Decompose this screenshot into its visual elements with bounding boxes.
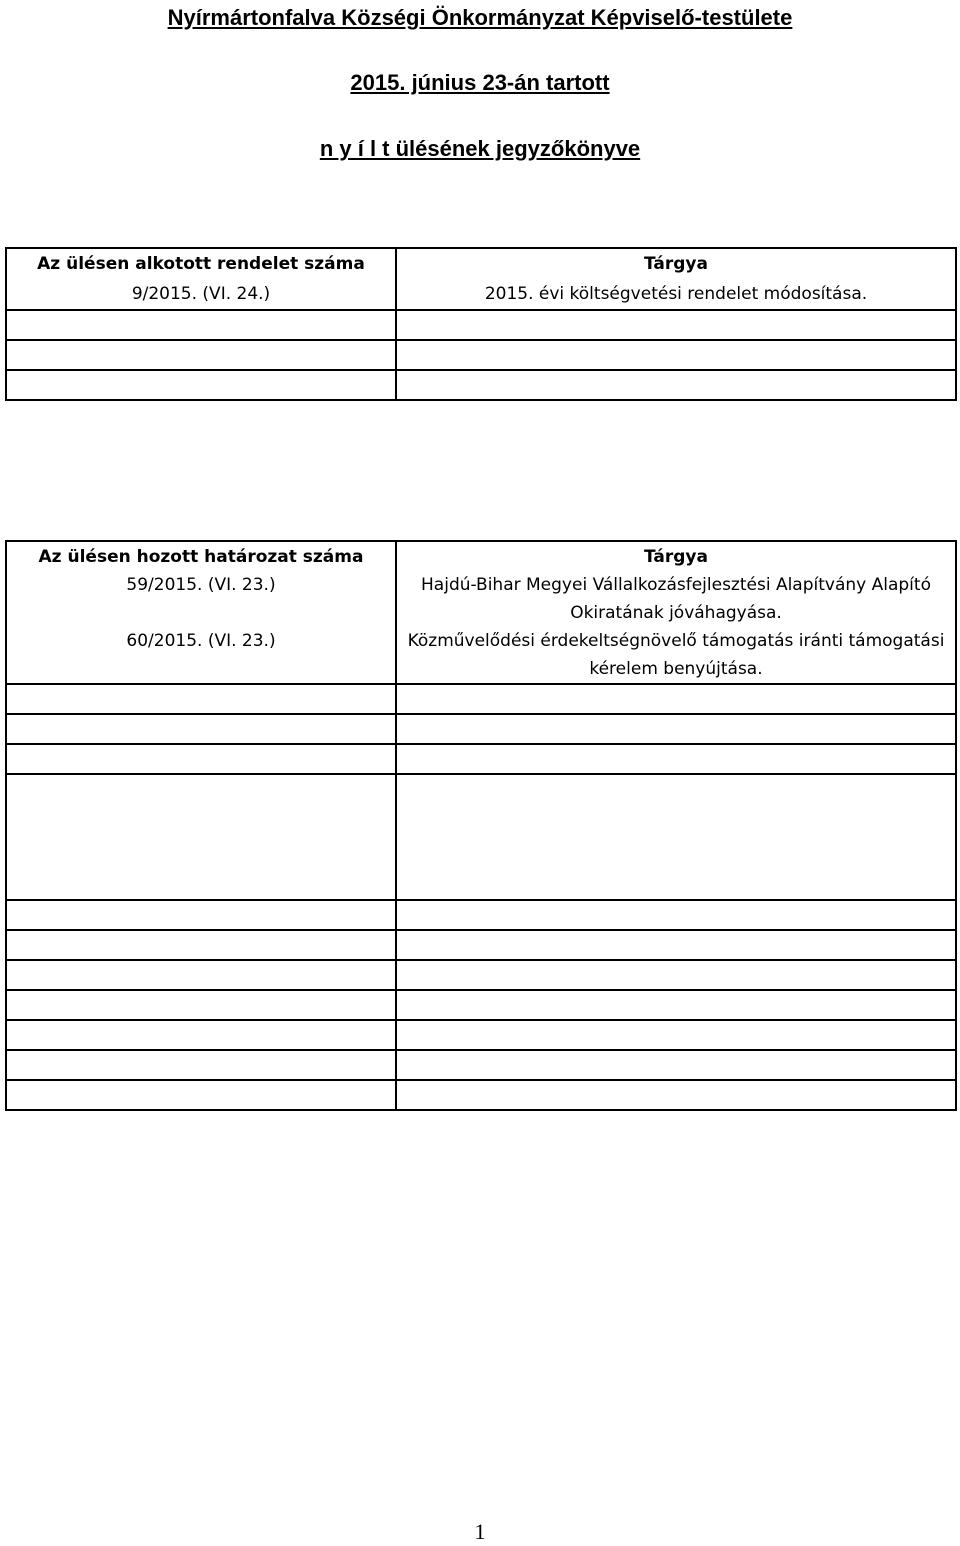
empty-row bbox=[6, 1020, 956, 1050]
empty-row bbox=[6, 714, 956, 744]
page-number: 1 bbox=[474, 1519, 486, 1544]
empty-row bbox=[6, 1050, 956, 1080]
empty-row bbox=[6, 310, 956, 340]
council-title: Nyírmártonfalva Községi Önkormányzat Képviselő-testülete bbox=[167, 5, 793, 30]
empty-row bbox=[6, 960, 956, 990]
empty-row bbox=[6, 774, 956, 900]
decree-number: 9/2015. (VI. 24.) bbox=[6, 278, 396, 310]
decree-subject: 2015. évi költségvetési rendelet módosítása. bbox=[396, 278, 956, 310]
empty-row bbox=[6, 340, 956, 370]
decrees-table bbox=[5, 247, 957, 401]
resolution-number: 60/2015. (VI. 23.) bbox=[6, 627, 396, 684]
table-row bbox=[6, 571, 956, 627]
meeting-date: 2015. június 23-án tartott bbox=[350, 70, 610, 95]
resolution-subject: Hajdú-Bihar Megyei Vállalkozásfejlesztési Alapítvány Alapító Okiratának jóváhagyása. bbox=[396, 571, 956, 627]
empty-row bbox=[6, 370, 956, 400]
resolution-subject-header: Tárgya bbox=[396, 541, 956, 571]
table-row bbox=[6, 627, 956, 684]
empty-row bbox=[6, 744, 956, 774]
resolution-number: 59/2015. (VI. 23.) bbox=[6, 571, 396, 627]
resolution-number-header: Az ülésen hozott határozat száma bbox=[6, 541, 396, 571]
resolutions-table bbox=[5, 540, 957, 1111]
empty-row bbox=[6, 1080, 956, 1110]
decree-number-header: Az ülésen alkotott rendelet száma bbox=[6, 248, 396, 278]
empty-row bbox=[6, 930, 956, 960]
decree-subject-header: Tárgya bbox=[396, 248, 956, 278]
table-row bbox=[6, 278, 956, 310]
empty-row bbox=[6, 990, 956, 1020]
minutes-title: n y í l t ülésének jegyzőkönyve bbox=[319, 136, 641, 161]
empty-row bbox=[6, 684, 956, 714]
resolution-subject: Közművelődési érdekeltségnövelő támogatás iránti támogatási kérelem benyújtása. bbox=[396, 627, 956, 684]
empty-row bbox=[6, 900, 956, 930]
